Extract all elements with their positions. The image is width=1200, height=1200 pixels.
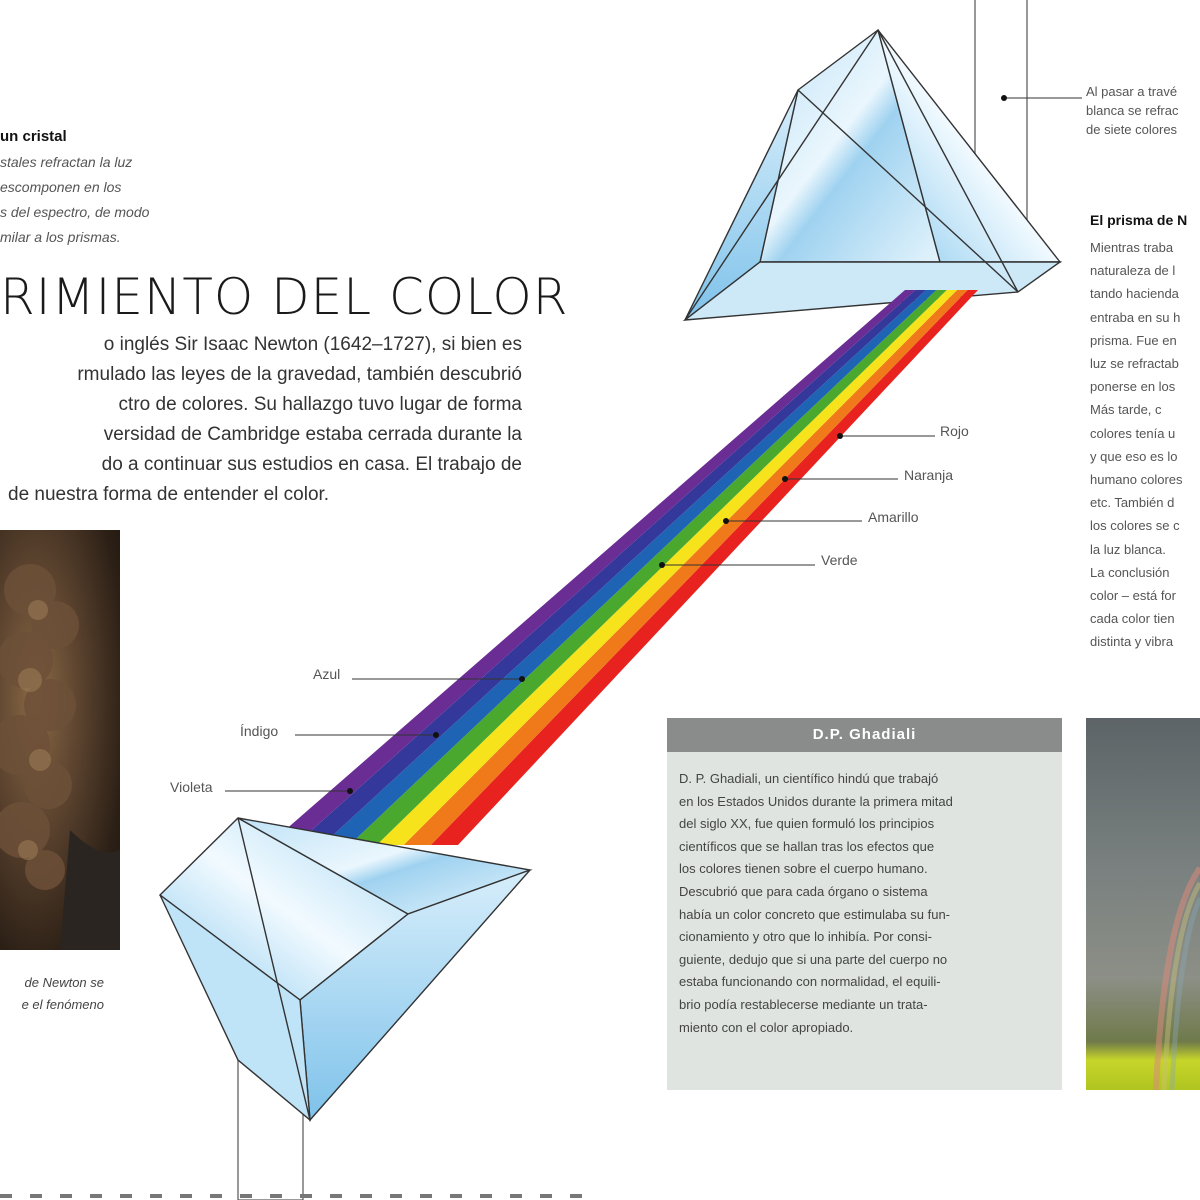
intro-line: do a continuar sus estudios en casa. El trabajo de <box>101 454 522 475</box>
body-line: entraba en su h <box>1090 309 1181 325</box>
label-indigo: Índigo <box>240 723 279 739</box>
newton-prism-body <box>1090 236 1183 654</box>
newton-prism-title: El prisma de N <box>1090 212 1188 228</box>
crystal-line: s del espectro, de modo <box>0 204 150 220</box>
leader-dot <box>659 562 665 568</box>
label-violeta: Violeta <box>170 779 213 795</box>
body-line: Mientras traba <box>1090 240 1174 255</box>
box-line: brio podía restablecerse mediante un trata- <box>679 996 928 1012</box>
label-amarillo: Amarillo <box>868 509 919 525</box>
body-line: tando hacienda <box>1090 286 1179 302</box>
caption-line: de Newton se <box>24 975 104 990</box>
box-line: Descubrió que para cada órgano o sistema <box>679 883 928 899</box>
leader-dot <box>347 788 353 794</box>
note-line: blanca se refrac <box>1086 103 1179 118</box>
body-line: La conclusión <box>1090 564 1170 580</box>
intro-line: rmulado las leyes de la gravedad, también descubrió <box>77 364 522 385</box>
portrait-caption <box>0 972 110 1016</box>
crystal-body <box>0 150 200 250</box>
bottom-prism <box>160 818 530 1120</box>
note-line: Al pasar a travé <box>1086 84 1178 99</box>
portrait-illustration <box>0 530 120 950</box>
leader-dot <box>519 676 525 682</box>
box-line: científicos que se hallan tras los efectos que <box>679 838 935 854</box>
leader-dot <box>837 433 843 439</box>
leader-dot <box>433 732 439 738</box>
crystal-line: stales refractan la luz <box>0 154 133 170</box>
caption-line: e el fenómeno <box>21 997 104 1012</box>
body-line: prisma. Fue en <box>1090 332 1177 348</box>
box-line: cionamiento y otro que lo inhibía. Por consi- <box>679 929 932 945</box>
body-line: y que eso es lo <box>1090 448 1178 464</box>
body-line: etc. También d <box>1090 495 1175 511</box>
intro-line: versidad de Cambridge estaba cerrada durante la <box>103 424 522 445</box>
body-line: colores tenía u <box>1090 425 1176 441</box>
body-line: los colores se c <box>1090 518 1180 534</box>
ghadiali-box-body <box>667 752 1062 1039</box>
newton-portrait <box>0 530 120 950</box>
crystal-line: milar a los prismas. <box>0 229 121 245</box>
leader-dot <box>782 476 788 482</box>
body-line: Más tarde, c <box>1090 402 1162 418</box>
top-prism <box>685 30 1060 320</box>
label-verde: Verde <box>821 552 858 568</box>
crystal-title: un cristal <box>0 128 67 145</box>
body-line: naturaleza de l <box>1090 263 1176 279</box>
page-heading: RIMIENTO DEL COLOR <box>0 268 569 326</box>
body-line: la luz blanca. <box>1090 541 1166 557</box>
label-rojo: Rojo <box>940 423 969 439</box>
right-top-leader <box>1001 95 1082 101</box>
box-line: guiente, dedujo que si una parte del cuerpo no <box>679 951 948 967</box>
refraction-note <box>1086 82 1179 139</box>
box-line: miento con el color apropiado. <box>679 1019 854 1035</box>
bottom-decor-line <box>0 1194 600 1198</box>
box-line: estaba funcionando con normalidad, el equili- <box>679 974 941 990</box>
box-line: en los Estados Unidos durante la primera mitad <box>679 793 953 809</box>
label-naranja: Naranja <box>904 467 954 483</box>
ghadiali-box-title: D.P. Ghadiali <box>667 718 1062 752</box>
box-line: del siglo XX, fue quien formuló los principios <box>679 816 935 832</box>
rainbow-photo <box>1086 718 1200 1090</box>
body-line: ponerse en los <box>1090 379 1176 395</box>
note-line: de siete colores <box>1086 122 1178 137</box>
body-line: distinta y vibra <box>1090 634 1174 650</box>
body-line: luz se refractab <box>1090 356 1179 372</box>
rainbow-photo-illustration <box>1086 718 1200 1090</box>
intro-line: o inglés Sir Isaac Newton (1642–1727), si bien es <box>103 334 522 355</box>
body-line: color – está for <box>1090 588 1176 604</box>
ghadiali-box <box>667 718 1062 1090</box>
intro-line: de nuestra forma de entender el color. <box>8 484 330 505</box>
leader-dot <box>723 518 729 524</box>
box-line: los colores tienen sobre el cuerpo humano. <box>679 861 928 877</box>
crystal-line: escomponen en los <box>0 179 122 195</box>
box-line: había un color concreto que estimulaba su fun- <box>679 906 951 922</box>
label-azul: Azul <box>313 666 341 682</box>
body-line: humano colores <box>1090 472 1183 488</box>
body-line: cada color tien <box>1090 611 1175 627</box>
intro-line: ctro de colores. Su hallazgo tuvo lugar de forma <box>118 394 522 415</box>
intro-paragraph <box>0 330 530 510</box>
box-line: D. P. Ghadiali, un científico hindú que trabajó <box>679 771 939 786</box>
